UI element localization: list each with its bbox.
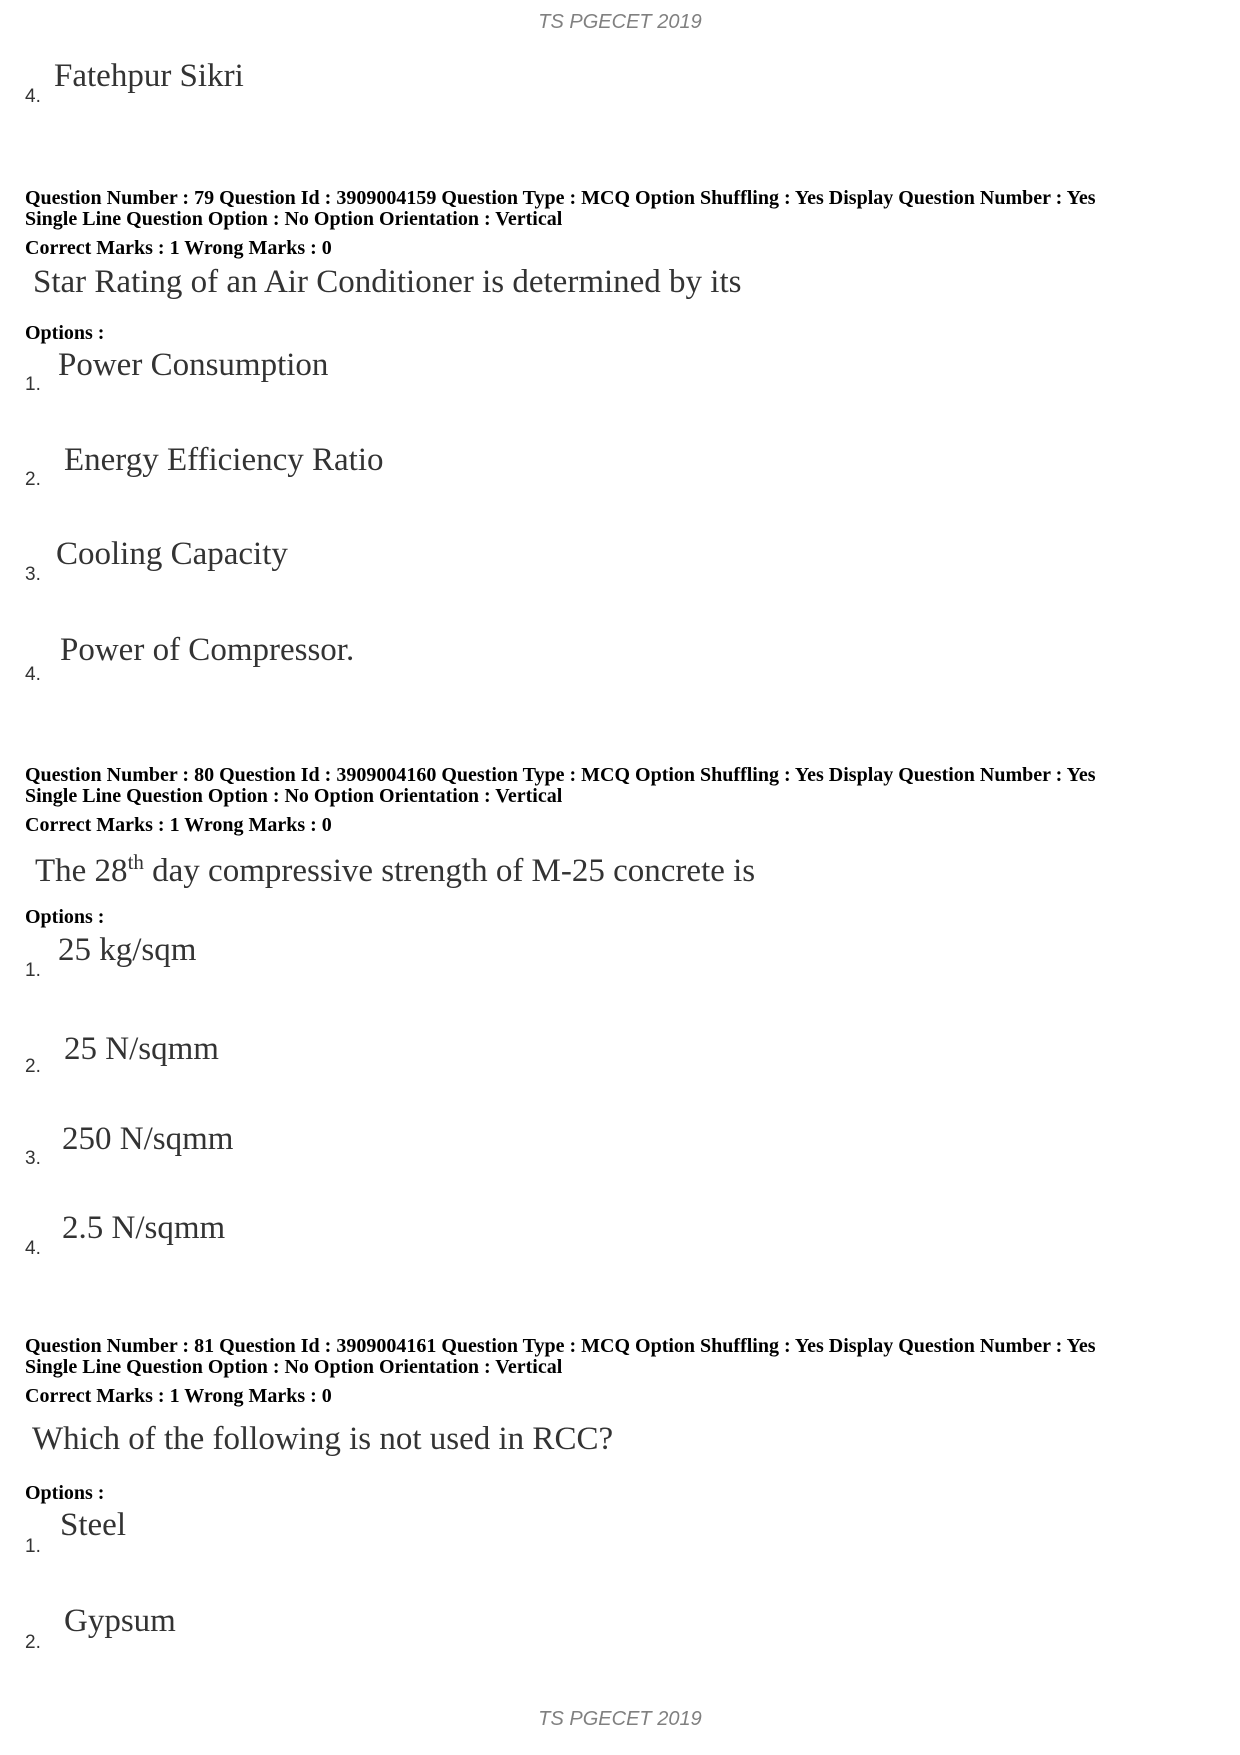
question-meta: Question Number : 81 Question Id : 3909004161 Question Type : MCQ Option Shuffling : Yes Display Question Number : Yes — [25, 1335, 1096, 1357]
options-label: Options : — [25, 1482, 105, 1504]
option-text: 25 kg/sqm — [58, 932, 197, 968]
option-number: 2. — [25, 1632, 41, 1653]
options-label: Options : — [25, 906, 105, 928]
option-text: Fatehpur Sikri — [54, 58, 244, 94]
option-text: 2.5 N/sqmm — [62, 1210, 226, 1246]
option-text: Gypsum — [64, 1603, 176, 1639]
option-text: Power Consumption — [58, 347, 329, 383]
question-marks: Correct Marks : 1 Wrong Marks : 0 — [25, 237, 332, 259]
question-text: The 28th day compressive strength of M-25 concrete is — [35, 850, 756, 889]
option-text: 250 N/sqmm — [62, 1121, 234, 1157]
option-number: 1. — [25, 960, 41, 981]
option-number: 2. — [25, 1056, 41, 1077]
question-marks: Correct Marks : 1 Wrong Marks : 0 — [25, 814, 332, 836]
option-number: 4. — [25, 664, 41, 685]
option-number: 1. — [25, 374, 41, 395]
question-marks: Correct Marks : 1 Wrong Marks : 0 — [25, 1385, 332, 1407]
option-number: 4. — [25, 1238, 41, 1259]
option-text: Steel — [60, 1507, 126, 1543]
question-meta: Question Number : 80 Question Id : 3909004160 Question Type : MCQ Option Shuffling : Yes Display Question Number : Yes — [25, 764, 1096, 786]
question-text: Which of the following is not used in RCC? — [32, 1421, 614, 1457]
option-text: Power of Compressor. — [60, 632, 355, 668]
question-text: Star Rating of an Air Conditioner is determined by its — [33, 264, 742, 300]
option-text: 25 N/sqmm — [64, 1031, 219, 1067]
option-text: Cooling Capacity — [56, 536, 288, 572]
question-meta: Single Line Question Option : No Option Orientation : Vertical — [25, 208, 563, 230]
option-number: 2. — [25, 469, 41, 490]
option-text: Energy Efficiency Ratio — [64, 442, 384, 478]
option-number: 1. — [25, 1536, 41, 1557]
question-meta: Single Line Question Option : No Option Orientation : Vertical — [25, 1356, 563, 1378]
options-label: Options : — [25, 322, 105, 344]
option-number: 4. — [25, 86, 41, 107]
option-number: 3. — [25, 564, 41, 585]
page-footer: TS PGECET 2019 — [538, 1708, 702, 1730]
question-meta: Question Number : 79 Question Id : 3909004159 Question Type : MCQ Option Shuffling : Yes Display Question Number : Yes — [25, 187, 1096, 209]
page-header: TS PGECET 2019 — [538, 11, 702, 33]
question-meta: Single Line Question Option : No Option Orientation : Vertical — [25, 785, 563, 807]
option-number: 3. — [25, 1148, 41, 1169]
